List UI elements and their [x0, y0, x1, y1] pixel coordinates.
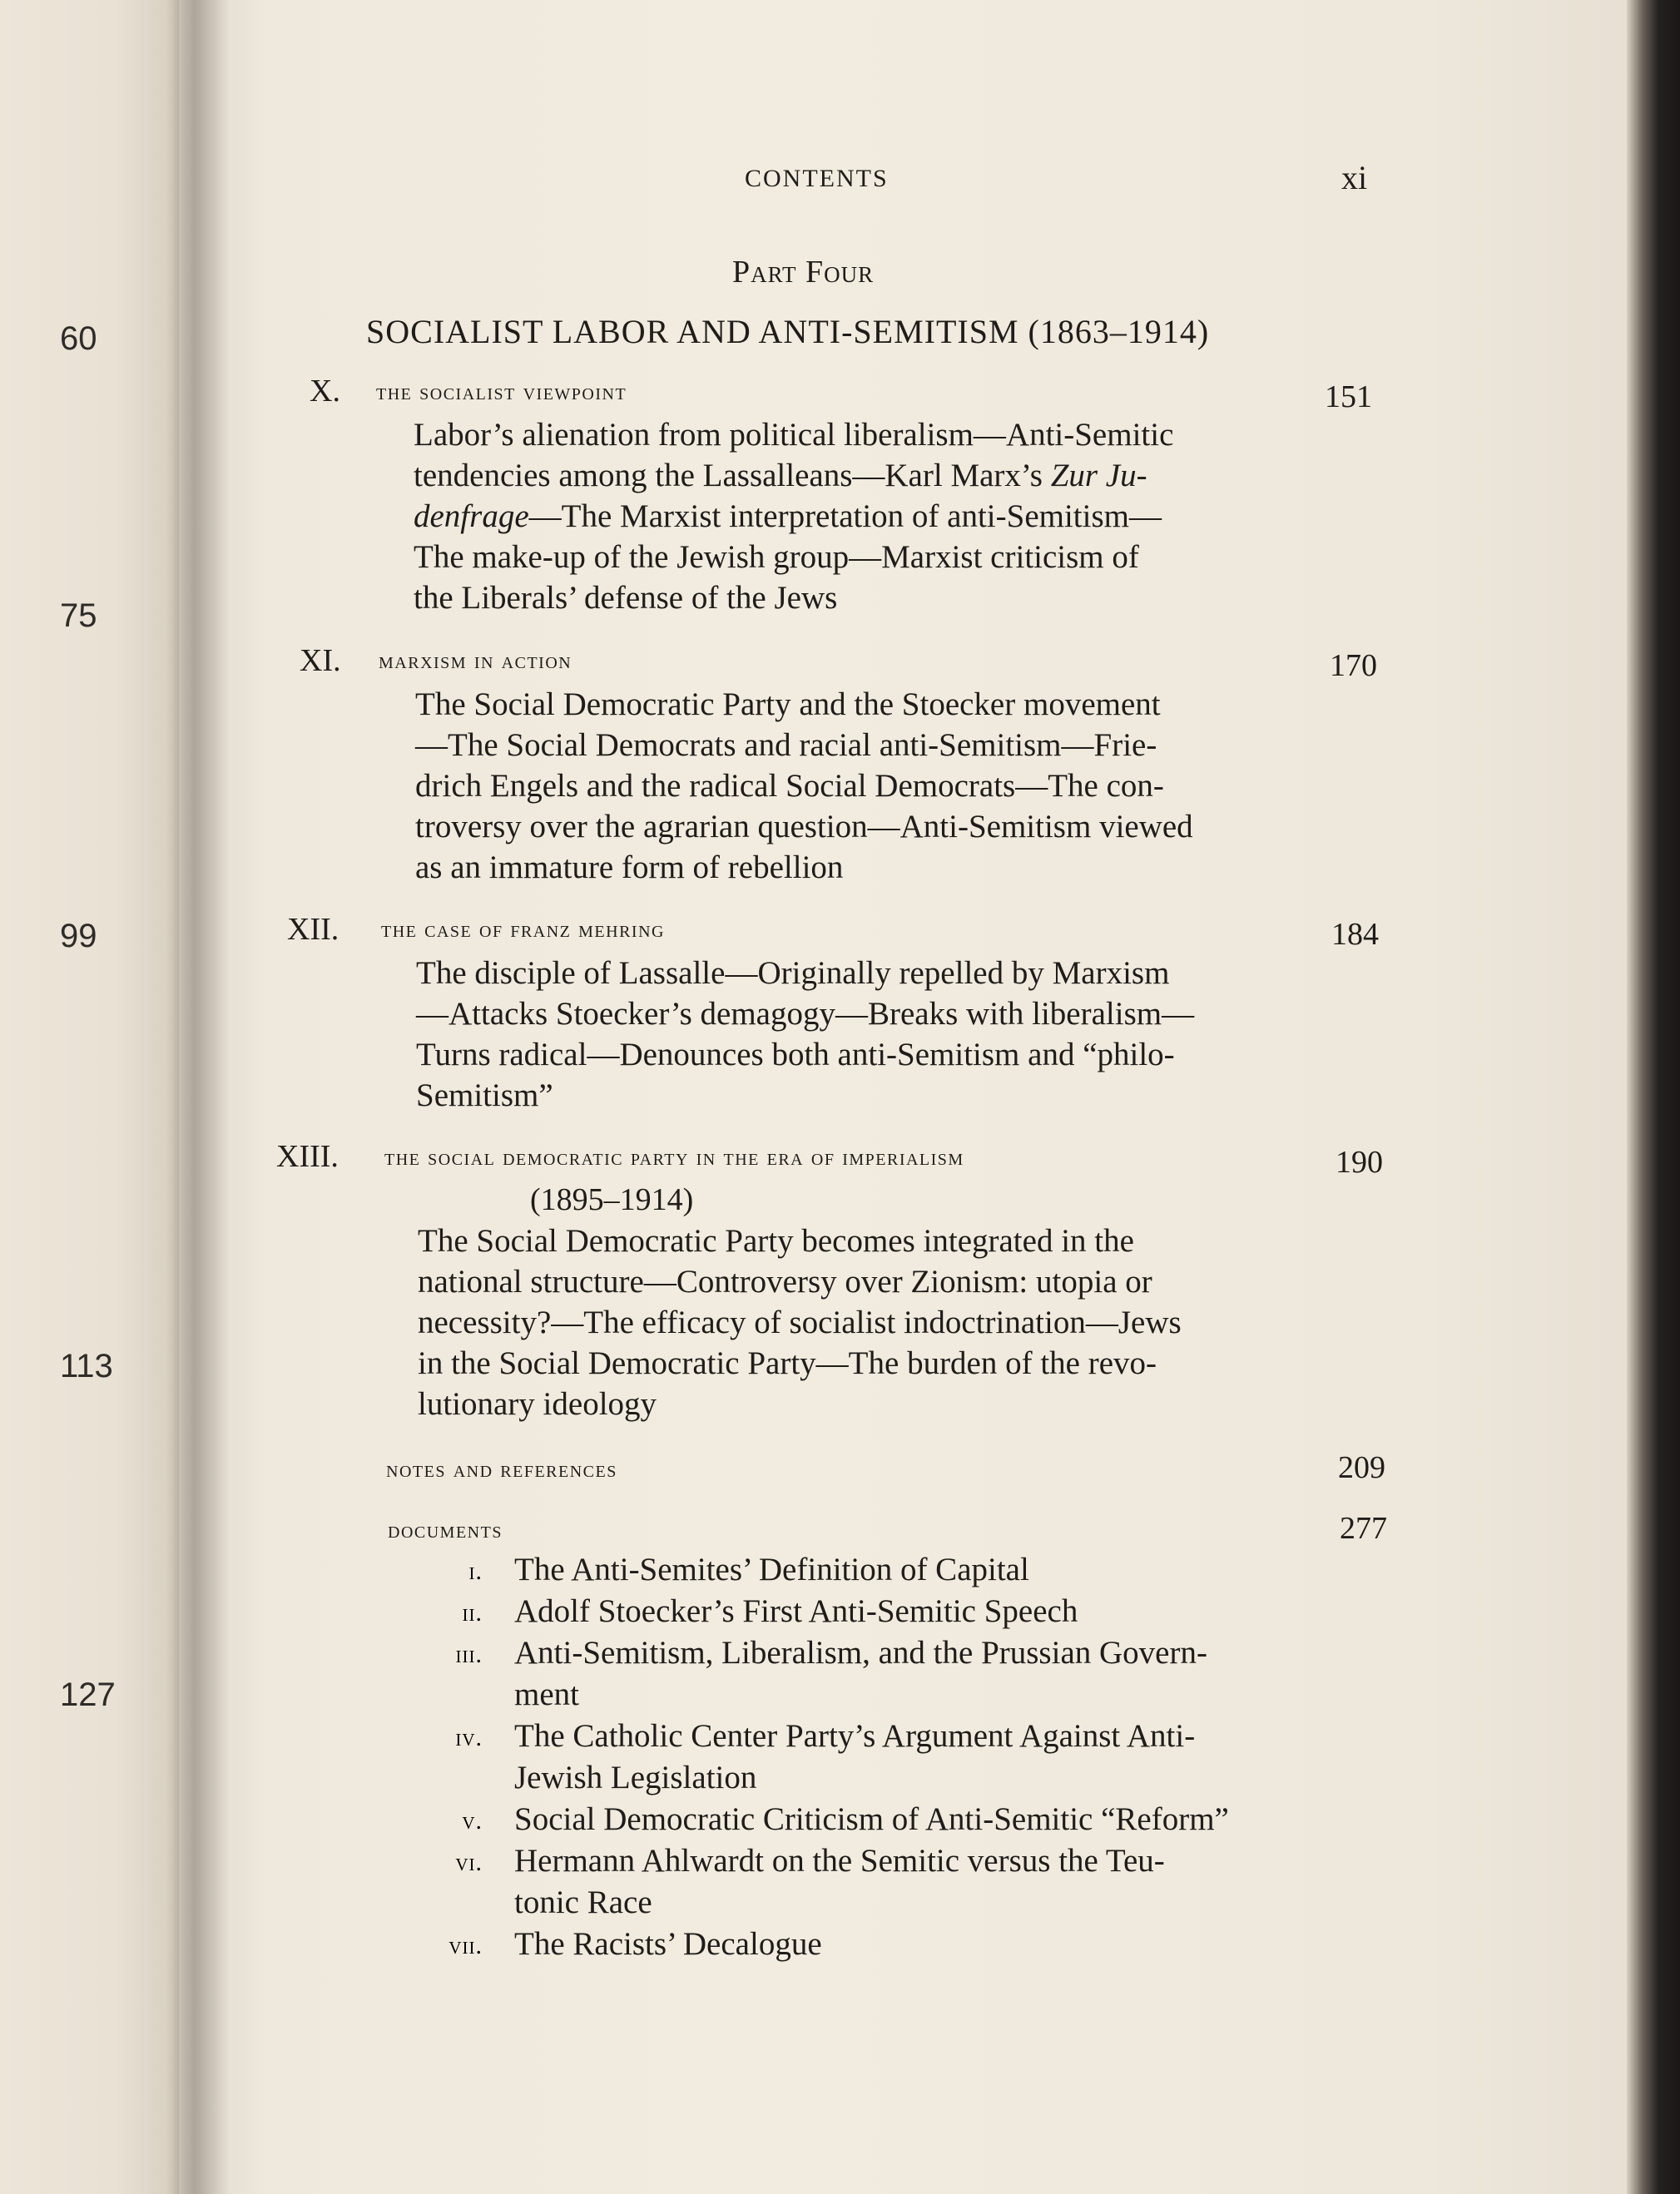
summary-line: national structure—Controversy over Zionism: utopia or [418, 1264, 1152, 1300]
summary-line: drich Engels and the radical Social Democrats—The con- [415, 768, 1164, 804]
notes-title: notes and references [386, 1456, 617, 1483]
chapter-page: 190 [1336, 1145, 1383, 1180]
chapter-number: XIII. [276, 1139, 339, 1174]
chapter-title: the socialist viewpoint [376, 379, 627, 405]
summary-line: Labor’s alienation from political liberalism—Anti-Semitic [414, 417, 1174, 453]
notes-page: 209 [1338, 1450, 1385, 1485]
summary-line: denfrage—The Marxist interpretation of anti-Semitism— [414, 498, 1162, 534]
document-entry-continued: Jewish Legislation [514, 1760, 757, 1795]
summary-line: troversy over the agrarian question—Anti-Semitism viewed [415, 809, 1193, 844]
left-margin-number: 127 [60, 1676, 116, 1713]
chapter-page: 184 [1331, 917, 1379, 952]
document-number: vii. [448, 1932, 483, 1959]
running-head: CONTENTS [745, 165, 889, 192]
chapter-page: 151 [1325, 379, 1372, 414]
chapter-summary [414, 414, 1296, 618]
part-title: SOCIALIST LABOR AND ANTI-SEMITISM (1863–1914) [366, 313, 1210, 350]
documents-page: 277 [1340, 1511, 1387, 1546]
document-entry: Adolf Stoecker’s First Anti-Semitic Speech [514, 1593, 1078, 1629]
left-margin-number: 60 [60, 320, 97, 357]
document-number: i. [468, 1558, 483, 1585]
chapter-summary [418, 1221, 1302, 1424]
summary-line: Turns radical—Denounces both anti-Semitism and “philo- [416, 1037, 1175, 1072]
document-number: iii. [455, 1641, 483, 1668]
book-gutter [166, 0, 229, 2194]
summary-line: necessity?—The efficacy of socialist indoctrination—Jews [418, 1305, 1182, 1340]
summary-line: —Attacks Stoecker’s demagogy—Breaks with liberalism— [416, 996, 1195, 1032]
page-edge [1627, 0, 1680, 2194]
summary-line: as an immature form of rebellion [415, 849, 844, 885]
documents-title: documents [388, 1517, 503, 1543]
summary-line: The Social Democratic Party becomes integrated in the [418, 1223, 1134, 1259]
summary-line: in the Social Democratic Party—The burden of the revo- [418, 1345, 1157, 1381]
document-number: ii. [462, 1599, 483, 1627]
chapter-number: X. [310, 374, 340, 409]
summary-line: —The Social Democrats and racial anti-Semitism—Frie- [415, 727, 1157, 763]
chapter-page: 170 [1330, 648, 1377, 683]
chapter-title: the case of franz mehring [381, 916, 665, 943]
summary-line: The make-up of the Jewish group—Marxist criticism of [414, 539, 1139, 575]
document-entry: The Anti-Semites’ Definition of Capital [514, 1552, 1029, 1587]
document-entry: Hermann Ahlwardt on the Semitic versus the Teu- [514, 1843, 1165, 1879]
chapter-summary [415, 684, 1297, 888]
document-number: iv. [455, 1724, 483, 1751]
part-label: Part Four [732, 255, 875, 290]
summary-line: the Liberals’ defense of the Jews [414, 580, 838, 616]
document-entry: Social Democratic Criticism of Anti-Semitic “Reform” [514, 1801, 1229, 1837]
chapter-number: XII. [287, 912, 339, 947]
summary-line: tendencies among the Lassalleans—Karl Marx’s Zur Ju- [414, 458, 1147, 493]
chapter-title: the social democratic party in the era of imperialism [384, 1144, 964, 1171]
left-margin-number: 75 [60, 597, 97, 634]
document-number: vi. [455, 1849, 483, 1876]
summary-line: The Social Democratic Party and the Stoecker movement [415, 686, 1161, 722]
document-number: v. [462, 1807, 483, 1835]
document-entry: The Racists’ Decalogue [514, 1926, 822, 1962]
summary-line: lutionary ideology [418, 1386, 657, 1422]
document-entry: The Catholic Center Party’s Argument Against Anti- [514, 1718, 1196, 1754]
summary-line: Semitism” [416, 1077, 553, 1113]
page-folio: xi [1341, 159, 1368, 196]
chapter-title: marxism in action [379, 647, 572, 674]
chapter-number: XI. [300, 643, 341, 678]
summary-line: The disciple of Lassalle—Originally repelled by Marxism [416, 955, 1170, 991]
left-margin-number: 99 [60, 918, 97, 954]
chapter-summary [416, 953, 1298, 1116]
document-entry-continued: tonic Race [514, 1884, 652, 1920]
chapter-title-continued: (1895–1914) [530, 1182, 694, 1217]
left-margin-number: 113 [60, 1348, 113, 1384]
document-entry-continued: ment [514, 1676, 579, 1712]
document-entry: Anti-Semitism, Liberalism, and the Prussian Govern- [514, 1635, 1207, 1671]
